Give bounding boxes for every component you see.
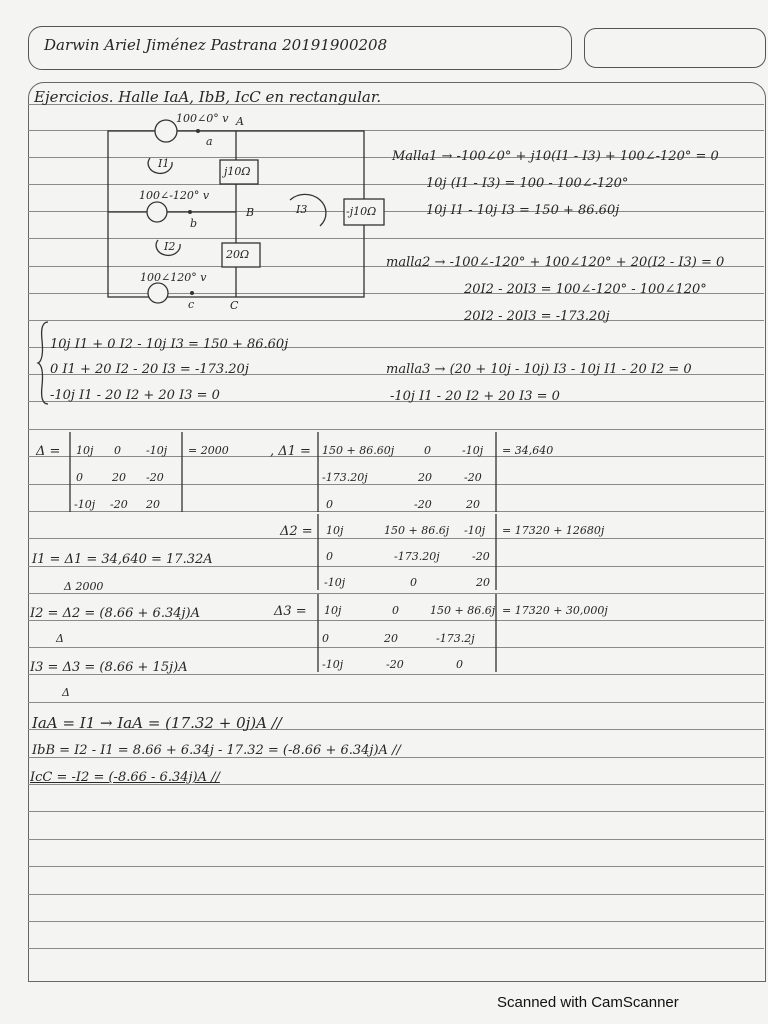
- delta2-cell: -10j: [324, 576, 346, 589]
- delta-cell: 10j: [76, 444, 94, 457]
- scanner-watermark: Scanned with CamScanner: [497, 994, 679, 1011]
- delta1-cell: -173.20j: [322, 471, 368, 484]
- node-C-label: C: [230, 299, 239, 312]
- delta3-cell: 150 + 86.6j: [430, 604, 496, 617]
- result-IcC: IcC = -I2 = (-8.66 - 6.34j)A //: [30, 770, 220, 785]
- delta1-cell: -20: [414, 498, 432, 511]
- current-I2-formula: I2 = Δ2 = (8.66 + 6.34j)A: [30, 606, 200, 621]
- student-name: Darwin Ariel Jiménez Pastrana 20191900208: [44, 36, 388, 54]
- delta1-value: = 34,640: [502, 444, 554, 457]
- delta-cell: 20: [146, 498, 160, 511]
- result-IbB: IbB = I2 - I1 = 8.66 + 6.34j - 17.32 = (-8.66 + 6.34j)A //: [32, 743, 401, 758]
- delta1-cell: 20: [418, 471, 432, 484]
- delta-cell: -10j: [146, 444, 168, 457]
- current-I1-denominator: Δ 2000: [64, 580, 104, 593]
- delta2-cell: 150 + 86.6j: [384, 524, 450, 537]
- delta2-cell: 20: [476, 576, 490, 589]
- mesh1-equation-1: Malla1 → -100∠0° + j10(I1 - I3) + 100∠-120° = 0: [392, 149, 719, 164]
- delta-cell: 0: [114, 444, 121, 457]
- delta3-cell: -173.2j: [436, 632, 475, 645]
- mesh2-equation-2: 20I2 - 20I3 = 100∠-120° - 100∠120°: [464, 282, 707, 297]
- node-B-label: B: [246, 206, 255, 219]
- delta3-cell: 0: [392, 604, 399, 617]
- current-I3-formula: I3 = Δ3 = (8.66 + 15j)A: [30, 660, 188, 675]
- delta3-cell: -10j: [322, 658, 344, 671]
- impedance-j10-label: j10Ω: [224, 165, 251, 178]
- delta1-cell: -10j: [462, 444, 484, 457]
- delta-value: = 2000: [188, 444, 229, 457]
- mesh2-equation-1: malla2 → -100∠-120° + 100∠120° + 20(I2 - I3) = 0: [386, 255, 725, 270]
- source-2-label: 100∠-120° v: [139, 189, 210, 202]
- current-I2-denominator: Δ: [56, 632, 64, 645]
- exercise-title: Ejercicios. Halle IaA, IbB, IcC en rectangular.: [34, 88, 382, 106]
- mesh-current-3-label: I3: [296, 203, 308, 216]
- system-equation-2: 0 I1 + 20 I2 - 20 I3 = -173.20j: [50, 362, 249, 377]
- delta-cell: 0: [76, 471, 83, 484]
- system-equation-3: -10j I1 - 20 I2 + 20 I3 = 0: [50, 388, 220, 403]
- mesh-current-1-label: I1: [158, 157, 170, 170]
- mesh1-equation-2: 10j (I1 - I3) = 100 - 100∠-120°: [426, 176, 629, 191]
- delta2-cell: 0: [410, 576, 417, 589]
- delta1-cell: 0: [326, 498, 333, 511]
- delta1-cell: 0: [424, 444, 431, 457]
- mesh1-equation-3: 10j I1 - 10j I3 = 150 + 86.60j: [426, 203, 620, 218]
- source-1-label: 100∠0° v: [176, 112, 229, 125]
- mesh3-equation-1: malla3 → (20 + 10j - 10j) I3 - 10j I1 - 20 I2 = 0: [386, 362, 692, 377]
- delta2-cell: 10j: [326, 524, 344, 537]
- delta3-cell: 20: [384, 632, 398, 645]
- current-I1-formula: I1 = Δ1 = 34,640 = 17.32A: [32, 552, 213, 567]
- node-c-label: c: [188, 298, 195, 311]
- delta3-cell: 0: [456, 658, 463, 671]
- delta2-value: = 17320 + 12680j: [502, 524, 605, 537]
- delta3-cell: 0: [322, 632, 329, 645]
- delta2-cell: -10j: [464, 524, 486, 537]
- delta3-cell: 10j: [324, 604, 342, 617]
- delta1-cell: -20: [464, 471, 482, 484]
- delta1-cell: 20: [466, 498, 480, 511]
- node-A-label: A: [236, 115, 244, 128]
- delta-label: Δ =: [36, 444, 61, 459]
- node-a-label: a: [206, 135, 213, 148]
- delta-cell: -20: [146, 471, 164, 484]
- delta2-cell: -173.20j: [394, 550, 440, 563]
- delta2-cell: -20: [472, 550, 490, 563]
- source-3-label: 100∠120° v: [140, 271, 207, 284]
- result-IaA: IaA = I1 → IaA = (17.32 + 0j)A //: [32, 714, 282, 732]
- delta-cell: -20: [110, 498, 128, 511]
- current-I3-denominator: Δ: [62, 686, 70, 699]
- delta2-cell: 0: [326, 550, 333, 563]
- mesh-current-2-label: I2: [164, 240, 176, 253]
- delta2-label: Δ2 =: [280, 524, 313, 539]
- delta-cell: -10j: [74, 498, 96, 511]
- delta1-label: , Δ1 =: [270, 444, 311, 459]
- node-b-label: b: [190, 217, 198, 230]
- delta3-label: Δ3 =: [274, 604, 307, 619]
- delta3-cell: -20: [386, 658, 404, 671]
- delta3-value: = 17320 + 30,000j: [502, 604, 608, 617]
- delta1-cell: 150 + 86.60j: [322, 444, 395, 457]
- mesh2-equation-3: 20I2 - 20I3 = -173.20j: [464, 309, 610, 324]
- delta-cell: 20: [112, 471, 126, 484]
- system-equation-1: 10j I1 + 0 I2 - 10j I3 = 150 + 86.60j: [50, 337, 289, 352]
- impedance-minus-j10-label: -j10Ω: [346, 205, 377, 218]
- mesh3-equation-2: -10j I1 - 20 I2 + 20 I3 = 0: [390, 389, 560, 404]
- impedance-20-label: 20Ω: [226, 248, 250, 261]
